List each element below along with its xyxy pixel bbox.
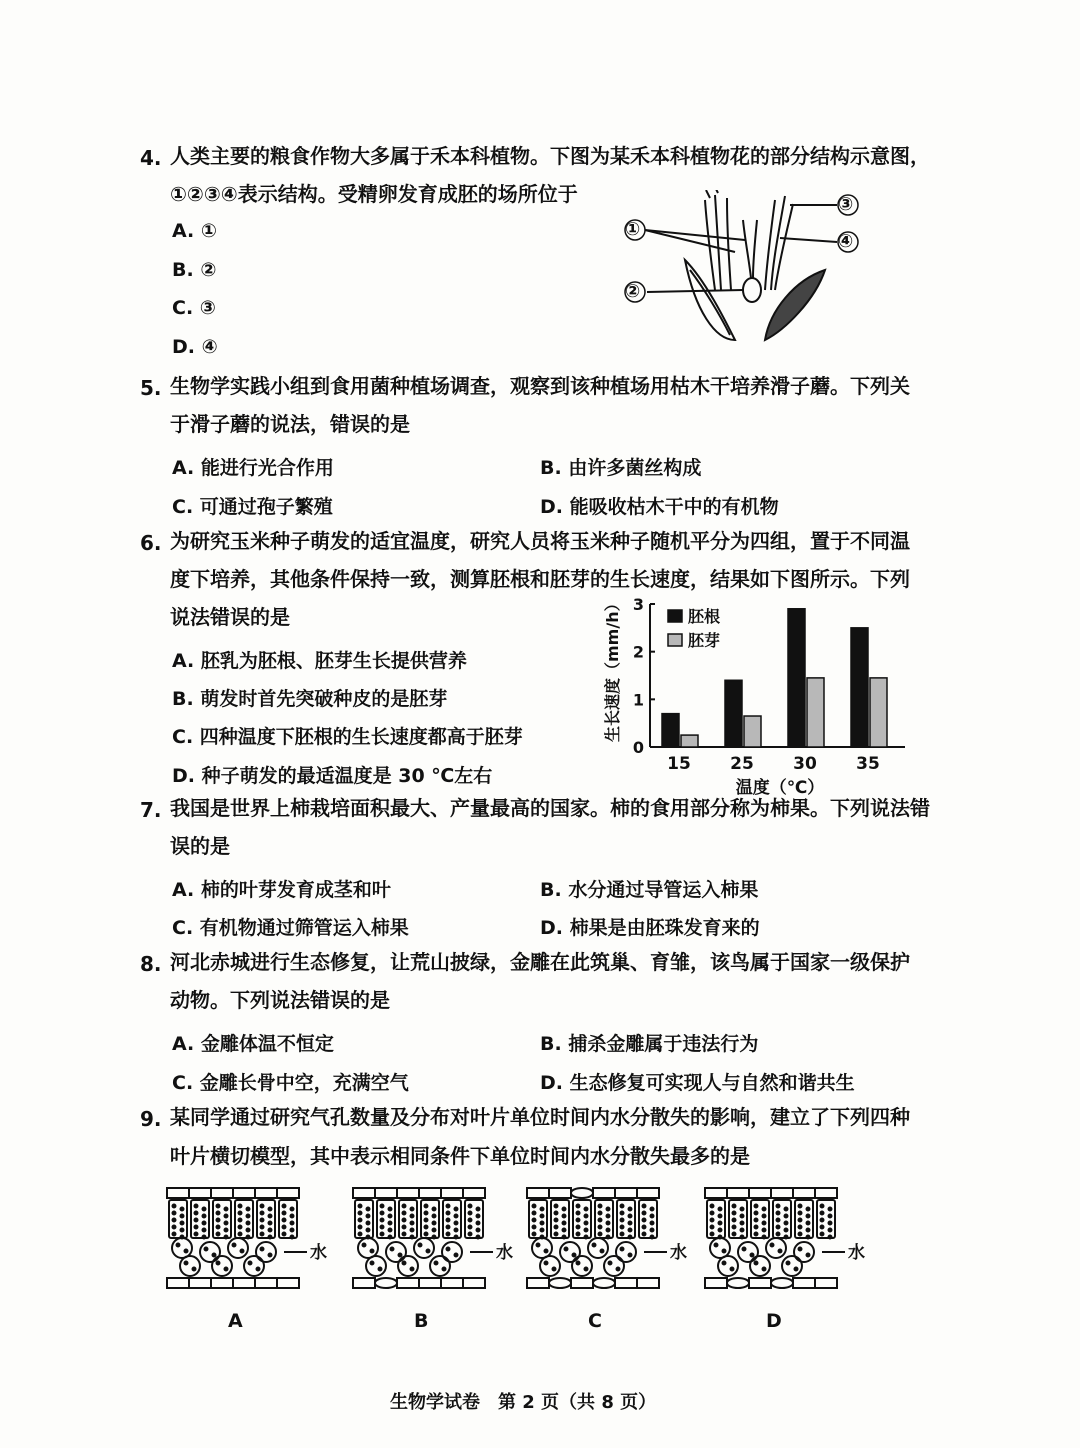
q7-option-d: D. 柿果是由胚珠发育来的 — [540, 917, 760, 939]
bar-胚芽-25 — [744, 716, 761, 747]
q4-option-a: A. ① — [172, 220, 217, 242]
leaf-model-A — [162, 1186, 332, 1296]
q8-option-c: C. 金雕长骨中空，充满空气 — [172, 1072, 409, 1094]
q6-stem-line2: 度下培养，其他条件保持一致，测算胚根和胚芽的生长速度，结果如下图所示。下列 — [170, 567, 910, 591]
x-tick-label: 25 — [730, 754, 754, 774]
q6-number: 6. — [140, 531, 162, 555]
q8-stem-line2: 动物。下列说法错误的是 — [170, 988, 390, 1012]
q7-number: 7. — [140, 798, 162, 822]
legend-swatch — [668, 610, 682, 622]
q5-option-b: B. 由许多菌丝构成 — [540, 457, 702, 479]
bar-胚根-25 — [725, 680, 742, 747]
q5-stem-line1: 生物学实践小组到食用菌种植场调查，观察到该种植场用枯木干培养滑子蘑。下列关 — [170, 374, 910, 398]
q6-option-d: D. 种子萌发的最适温度是 30 ℃左右 — [172, 765, 493, 787]
flower-label-1: ① — [625, 219, 641, 240]
q5-option-c: C. 可通过孢子繁殖 — [172, 496, 333, 518]
water-label: 水 — [496, 1243, 513, 1263]
q4-option-b: B. ② — [172, 259, 217, 281]
y-tick-label: 3 — [632, 595, 644, 614]
legend-label: 胚芽 — [688, 631, 721, 650]
q8-option-a: A. 金雕体温不恒定 — [172, 1033, 334, 1055]
water-label: 水 — [670, 1243, 687, 1263]
legend-label: 胚根 — [688, 607, 721, 626]
legend-swatch — [668, 634, 682, 646]
y-tick-label: 0 — [632, 738, 644, 757]
bar-胚根-35 — [851, 628, 868, 747]
q8-number: 8. — [140, 952, 162, 976]
q7-option-c: C. 有机物通过筛管运入柿果 — [172, 917, 409, 939]
x-axis-label: 温度（℃） — [735, 778, 825, 798]
q4-stem-line2: ①②③④表示结构。受精卵发育成胚的场所位于 — [170, 182, 578, 206]
bar-胚芽-30 — [807, 678, 824, 747]
q6-option-a: A. 胚乳为胚根、胚芽生长提供营养 — [172, 650, 467, 672]
q4-stem-line1: 人类主要的粮食作物大多属于禾本科植物。下图为某禾本科植物花的部分结构示意图， — [170, 144, 930, 168]
q9-number: 9. — [140, 1107, 162, 1131]
q8-option-d: D. 生态修复可实现人与自然和谐共生 — [540, 1072, 855, 1094]
flower-label-3: ③ — [838, 194, 854, 215]
q5-number: 5. — [140, 376, 162, 400]
q6-stem-line1: 为研究玉米种子萌发的适宜温度，研究人员将玉米种子随机平分为四组，置于不同温 — [170, 529, 910, 553]
page-footer: 生物学试卷 第 2 页（共 8 页） — [390, 1392, 657, 1413]
leaf-model-label-D: D — [766, 1310, 782, 1332]
leaf-model-label-B: B — [414, 1310, 429, 1332]
q7-stem-line1: 我国是世界上柿栽培面积最大、产量最高的国家。柿的食用部分称为柿果。下列说法错 — [170, 796, 930, 820]
water-label: 水 — [848, 1243, 865, 1263]
flower-label-4: ④ — [838, 231, 854, 252]
q4-option-d: D. ④ — [172, 336, 218, 358]
q9-stem-line2: 叶片横切模型，其中表示相同条件下单位时间内水分散失最多的是 — [170, 1144, 750, 1168]
bar-胚根-30 — [788, 609, 805, 747]
q6-option-c: C. 四种温度下胚根的生长速度都高于胚芽 — [172, 726, 523, 748]
bar-胚芽-35 — [870, 678, 887, 747]
q7-option-b: B. 水分通过导管运入柿果 — [540, 879, 759, 901]
growth-rate-bar-chart — [590, 592, 920, 800]
q9-stem-line1: 某同学通过研究气孔数量及分布对叶片单位时间内水分散失的影响，建立了下列四种 — [170, 1105, 910, 1129]
q4-number: 4. — [140, 146, 162, 170]
q5-option-d: D. 能吸收枯木干中的有机物 — [540, 496, 779, 518]
q5-option-a: A. 能进行光合作用 — [172, 457, 334, 479]
x-tick-label: 35 — [856, 754, 880, 774]
flower-label-2: ② — [625, 281, 641, 302]
q4-option-c: C. ③ — [172, 297, 216, 319]
bar-胚根-15 — [662, 714, 679, 747]
y-axis-label: 生长速度（mm/h） — [603, 595, 622, 742]
leaf-model-B — [348, 1186, 518, 1296]
y-tick-label: 1 — [632, 690, 644, 710]
q6-stem-line3: 说法错误的是 — [170, 605, 290, 629]
x-tick-label: 30 — [793, 754, 817, 774]
leaf-model-D — [700, 1186, 870, 1296]
water-label: 水 — [310, 1243, 327, 1263]
q7-stem-line2: 误的是 — [170, 834, 230, 858]
q6-option-b: B. 萌发时首先突破种皮的是胚芽 — [172, 688, 448, 710]
leaf-model-label-A: A — [228, 1310, 243, 1332]
q7-option-a: A. 柿的叶芽发育成茎和叶 — [172, 879, 391, 901]
bar-胚芽-15 — [681, 735, 698, 747]
leaf-model-C — [522, 1186, 692, 1296]
x-tick-label: 15 — [667, 754, 691, 774]
y-tick-label: 2 — [632, 642, 644, 662]
q8-option-b: B. 捕杀金雕属于违法行为 — [540, 1033, 759, 1055]
leaf-model-label-C: C — [588, 1310, 602, 1332]
q8-stem-line1: 河北赤城进行生态修复，让荒山披绿，金雕在此筑巢、育雏，该鸟属于国家一级保护 — [170, 950, 910, 974]
flower-structure-figure — [615, 190, 875, 350]
q5-stem-line2: 于滑子蘑的说法，错误的是 — [170, 412, 410, 436]
